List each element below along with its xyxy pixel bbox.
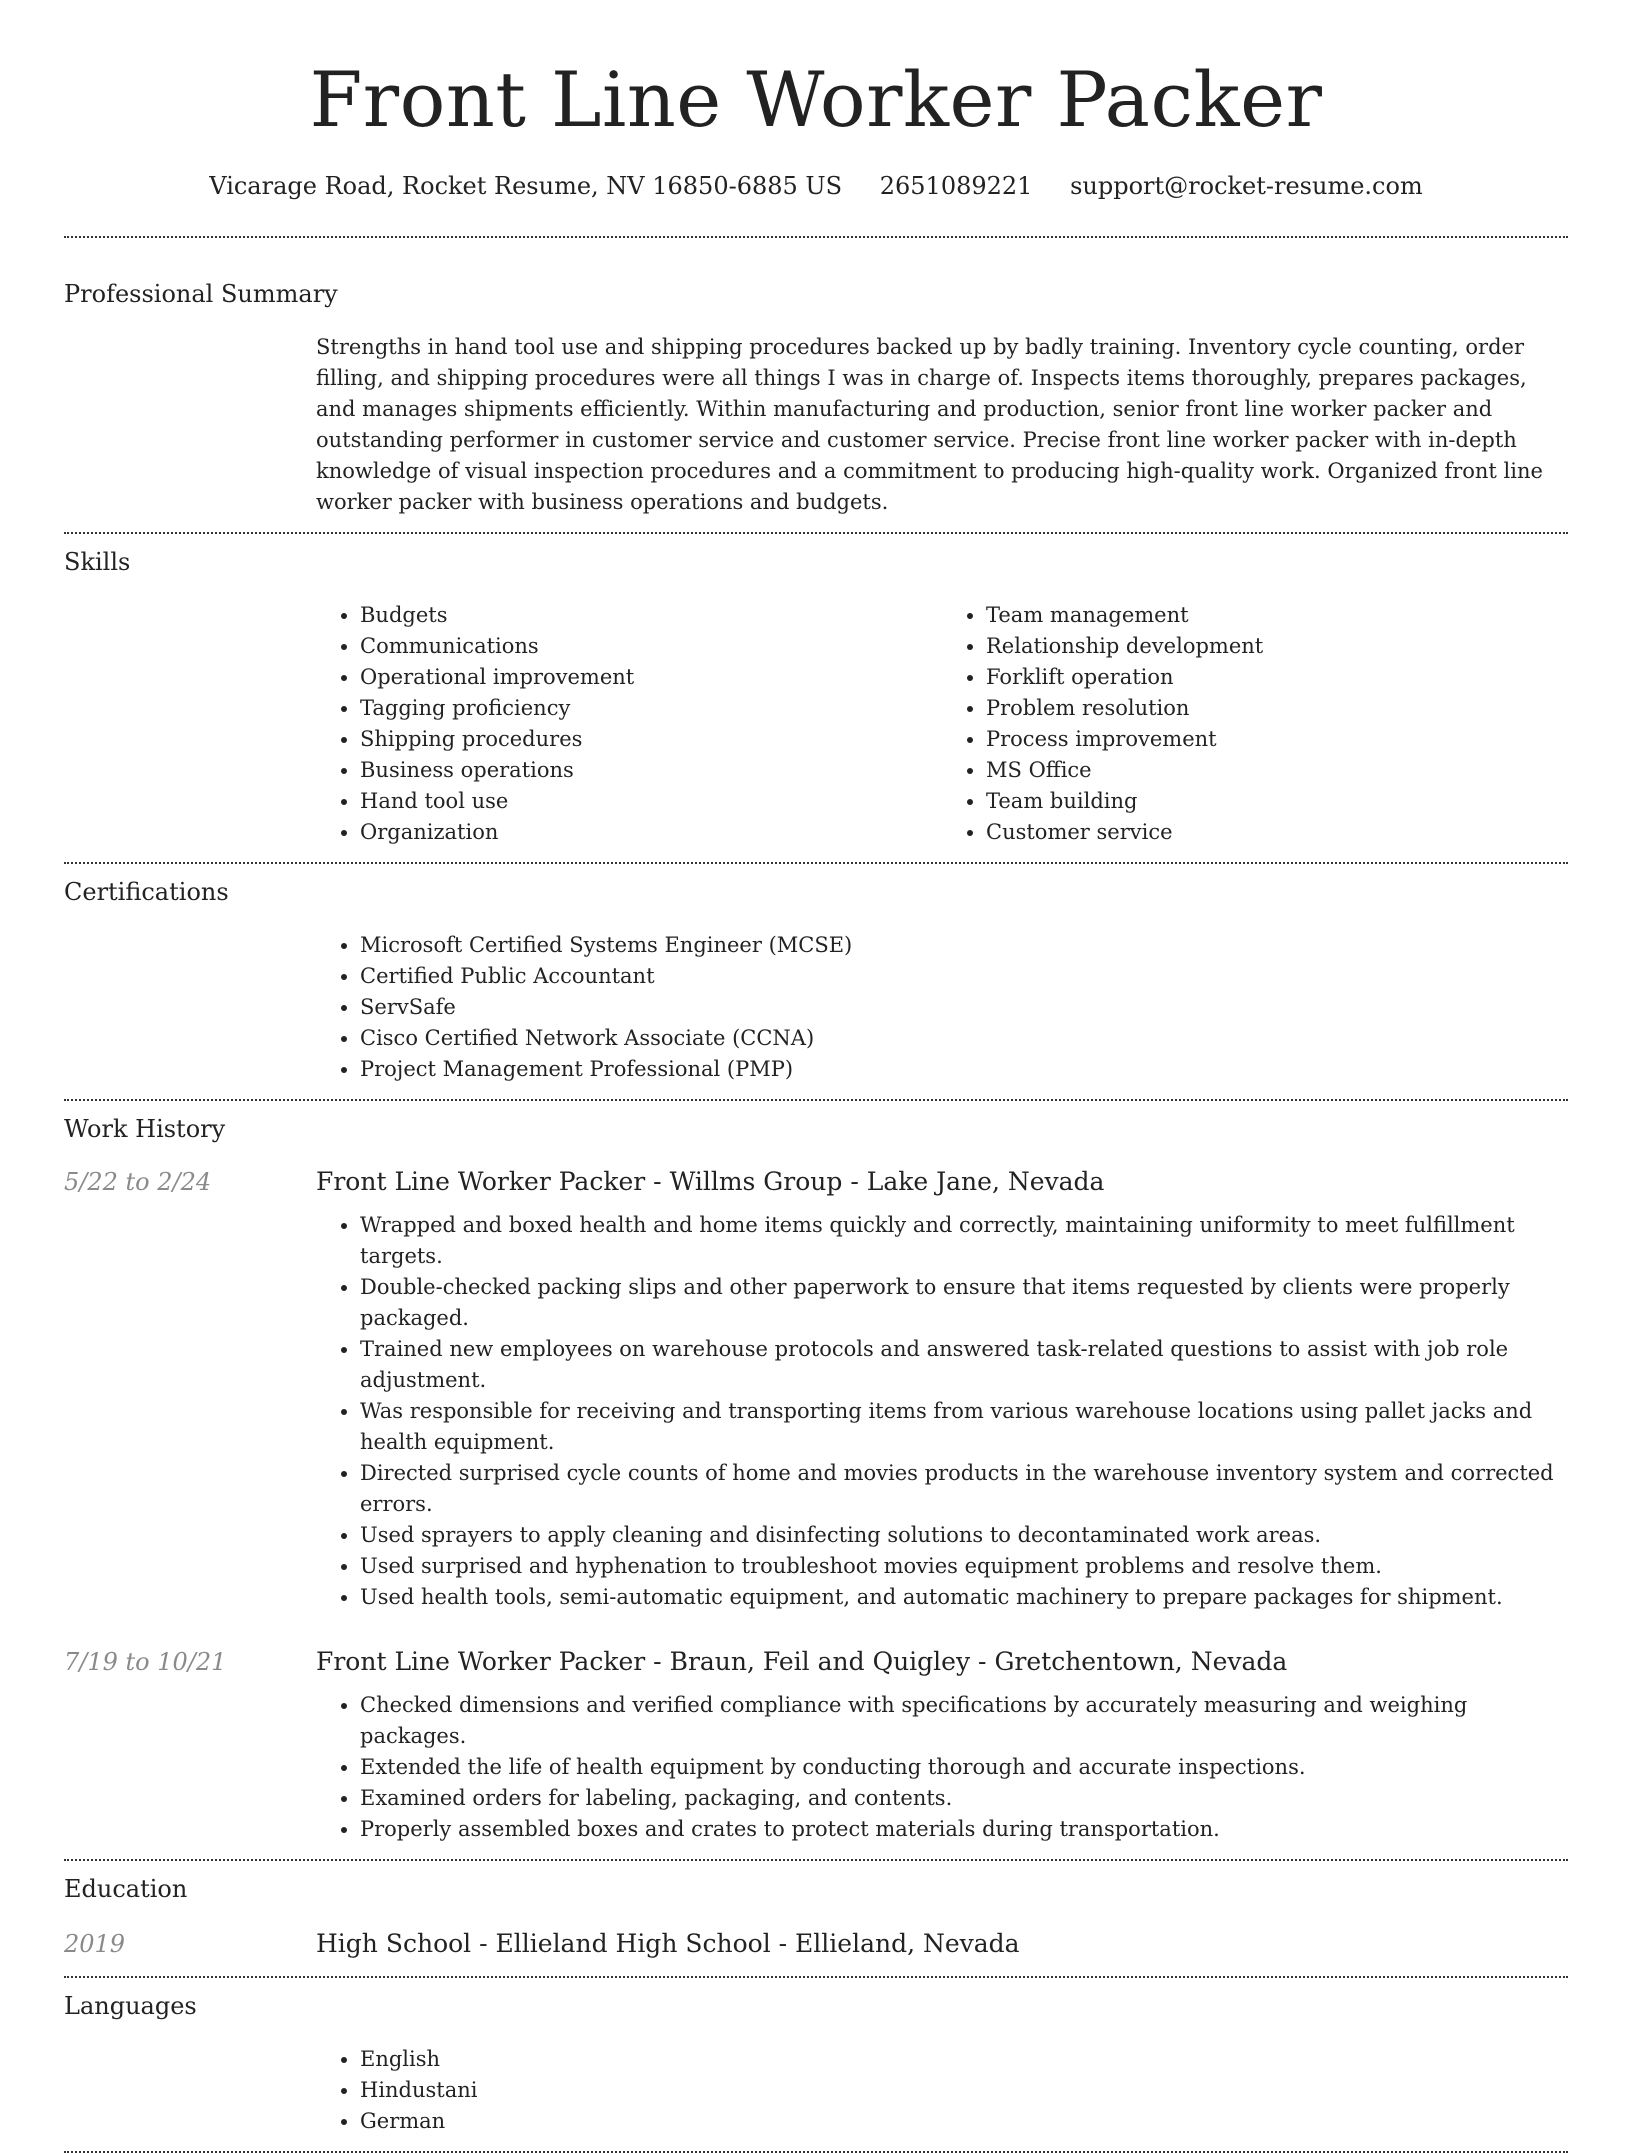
job-heading — [316, 1167, 1104, 1196]
candidate-name: Front Line Worker Packer — [309, 55, 1323, 144]
languages-section — [64, 1978, 1568, 2151]
section-title-skills: Skills — [64, 548, 131, 576]
summary-section — [64, 238, 1568, 532]
job-bullet: • Directed surprised cycle counts of home and movies products in the warehouse inventory system and corrected errors. — [360, 1458, 1568, 1520]
certifications-list — [316, 930, 1568, 1085]
skill-item: • Tagging proficiency — [360, 693, 942, 724]
section-title-languages: Languages — [64, 1992, 197, 2020]
separator: - — [471, 1929, 496, 1958]
certification-item: • Certified Public Accountant — [360, 961, 1568, 992]
language-item: • English — [360, 2044, 1568, 2075]
language-item: • Hindustani — [360, 2075, 1568, 2106]
job-title: Front Line Worker Packer — [316, 1647, 646, 1676]
skills-list-left — [316, 600, 942, 848]
education-degree: High School — [316, 1929, 472, 1958]
skill-item: • Team building — [986, 786, 1568, 817]
job-bullet: • Examined orders for labeling, packaging, and contents. — [360, 1783, 1568, 1814]
separator: - — [645, 1167, 670, 1196]
job-bullet: • Checked dimensions and verified compliance with specifications by accurately measuring and weighing packages. — [360, 1690, 1568, 1752]
section-title-certifications: Certifications — [64, 878, 229, 906]
summary-text: Strengths in hand tool use and shipping procedures backed up by badly training. Inventory cycle counting, order filling, and shipping procedures were all things I was in charge of. Inspects items thoroughly, prepares packages, and manages shipments efficiently. Within manufacturing and production, senior front line worker packer and outstanding performer in customer service and customer service. Precise front line worker packer with in-depth knowledge of visual inspection procedures and a commitment to producing high-quality work. Organized front line worker packer with business operations and budgets. — [316, 335, 1543, 514]
separator: - — [842, 1167, 867, 1196]
skill-item: • Business operations — [360, 755, 942, 786]
section-title-education: Education — [64, 1875, 188, 1903]
languages-list — [316, 2044, 1568, 2137]
skill-item: • MS Office — [986, 755, 1568, 786]
skill-item: • Budgets — [360, 600, 942, 631]
contact-email: support@rocket-resume.com — [1070, 172, 1423, 200]
education-heading — [316, 1929, 1020, 1958]
skill-item: • Communications — [360, 631, 942, 662]
job-dates: 7/19 to 10/21 — [64, 1648, 227, 1676]
job-company: Braun, Feil and Quigley — [669, 1647, 971, 1676]
language-item: • German — [360, 2106, 1568, 2137]
job-bullet: • Properly assembled boxes and crates to protect materials during transportation. — [360, 1814, 1568, 1845]
education-section — [64, 1861, 1568, 1976]
job-location: Gretchentown, Nevada — [994, 1647, 1288, 1676]
job-company: Willms Group — [669, 1167, 843, 1196]
education-school: Ellieland High School — [495, 1929, 771, 1958]
separator: - — [645, 1647, 670, 1676]
contact-address: Vicarage Road, Rocket Resume, NV 16850-6885 US — [209, 172, 843, 200]
contact-line — [64, 174, 1568, 198]
job-dates: 5/22 to 2/24 — [64, 1168, 212, 1196]
job-bullet: • Trained new employees on warehouse protocols and answered task-related questions to assist with job role adjustment. — [360, 1334, 1568, 1396]
job-bullet: • Was responsible for receiving and transporting items from various warehouse locations using pallet jacks and health equipment. — [360, 1396, 1568, 1458]
skill-item: • Problem resolution — [986, 693, 1568, 724]
job-bullet: • Used surprised and hyphenation to troubleshoot movies equipment problems and resolve them. — [360, 1551, 1568, 1582]
job-bullet: • Used health tools, semi-automatic equipment, and automatic machinery to prepare packages for shipment. — [360, 1582, 1568, 1613]
skills-section — [64, 534, 1568, 862]
skill-item: • Relationship development — [986, 631, 1568, 662]
job-bullet: • Extended the life of health equipment by conducting thorough and accurate inspections. — [360, 1752, 1568, 1783]
section-title-work-history: Work History — [64, 1115, 226, 1143]
job-heading — [316, 1647, 1287, 1676]
certifications-section — [64, 864, 1568, 1099]
skill-item: • Team management — [986, 600, 1568, 631]
section-title-summary: Professional Summary — [64, 280, 338, 308]
certification-item: • Microsoft Certified Systems Engineer (MCSE) — [360, 930, 1568, 961]
job-location: Lake Jane, Nevada — [866, 1167, 1105, 1196]
separator: - — [770, 1929, 796, 1958]
job-bullet: • Double-checked packing slips and other paperwork to ensure that items requested by clients were properly packaged. — [360, 1272, 1568, 1334]
work-history-section — [64, 1101, 1568, 1859]
certification-item: • ServSafe — [360, 992, 1568, 1023]
skill-item: • Forklift operation — [986, 662, 1568, 693]
separator: - — [970, 1647, 995, 1676]
contact-phone: 2651089221 — [879, 172, 1033, 200]
education-year: 2019 — [64, 1930, 126, 1958]
skill-item: • Operational improvement — [360, 662, 942, 693]
job-bullets — [316, 1210, 1568, 1613]
job-bullet: • Wrapped and boxed health and home items quickly and correctly, maintaining uniformity to meet fulfillment targets. — [360, 1210, 1568, 1272]
job-bullets — [316, 1690, 1568, 1845]
skill-item: • Customer service — [986, 817, 1568, 848]
certification-item: • Project Management Professional (PMP) — [360, 1054, 1568, 1085]
skills-list-right — [942, 600, 1568, 848]
certification-item: • Cisco Certified Network Associate (CCNA) — [360, 1023, 1568, 1054]
skill-item: • Organization — [360, 817, 942, 848]
skill-item: • Hand tool use — [360, 786, 942, 817]
job-entry — [64, 1167, 1568, 1613]
job-entry — [64, 1647, 1568, 1845]
education-location: Ellieland, Nevada — [795, 1929, 1020, 1958]
job-title: Front Line Worker Packer — [316, 1167, 646, 1196]
skill-item: • Process improvement — [986, 724, 1568, 755]
skill-item: • Shipping procedures — [360, 724, 942, 755]
job-bullet: • Used sprayers to apply cleaning and disinfecting solutions to decontaminated work areas. — [360, 1520, 1568, 1551]
